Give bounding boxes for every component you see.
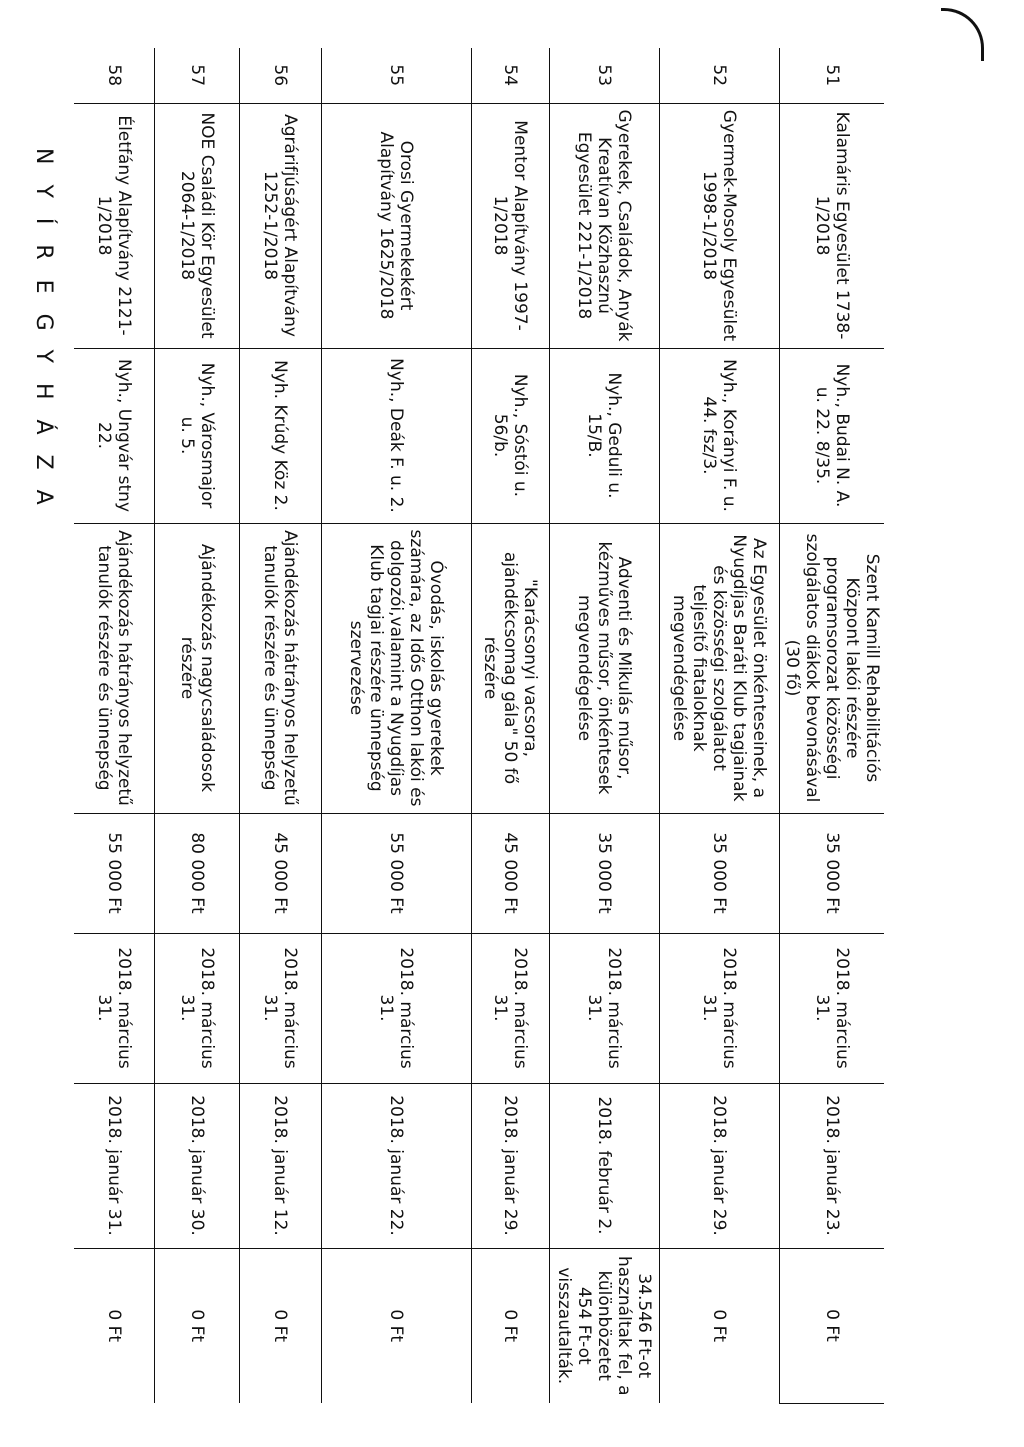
- row-number: 57: [155, 48, 240, 103]
- deadline-cell: 2018. március 31.: [75, 933, 155, 1083]
- deadline-cell: 2018. március 31.: [240, 933, 322, 1083]
- date-cell: 2018. január 29.: [660, 1083, 780, 1248]
- organization-cell: NOE Családi Kör Egyesület 2064-1/2018: [155, 103, 240, 348]
- description-cell: "Karácsonyi vacsora, ajándékcsomag gála" 50 fő részére: [472, 523, 550, 813]
- remainder-cell: 0 Ft: [660, 1248, 780, 1403]
- description-cell: Ajándékozás nagycsaládosok részére: [155, 523, 240, 813]
- grant-table: [75, 48, 885, 1404]
- description-cell: Adventi és Mikulás műsor, kézműves műsor, önkéntesek megvendégelése: [550, 523, 660, 813]
- deadline-cell: 2018. március 31.: [472, 933, 550, 1083]
- organization-cell: Agrárifjúságért Alapítvány 1252-1/2018: [240, 103, 322, 348]
- organization-cell: Gyermek-Mosoly Egyesület 1998-1/2018: [660, 103, 780, 348]
- address-cell: Nyh., Deák F. u. 2.: [322, 348, 472, 523]
- table-row: [550, 48, 660, 1403]
- deadline-cell: 2018. március 31.: [780, 933, 885, 1083]
- amount-cell: 55 000 Ft: [322, 813, 472, 933]
- remainder-cell: 34.546 Ft-ot használtak fel, a különbözetet 454 Ft-ot visszautalták.: [550, 1248, 660, 1403]
- organization-cell: Orosi Gyermekekért Alapítvány 1625/2018: [322, 103, 472, 348]
- date-cell: 2018. január 31.: [75, 1083, 155, 1248]
- organization-cell: Gyerekek, Családok, Anyák Kreatívan Közhasznú Egyesület 221-1/2018: [550, 103, 660, 348]
- deadline-cell: 2018. március 31.: [155, 933, 240, 1083]
- organization-cell: Kalamáris Egyesület 1738-1/2018: [780, 103, 885, 348]
- table-row: [240, 48, 322, 1403]
- deadline-cell: 2018. március 31.: [660, 933, 780, 1083]
- remainder-cell: 0 Ft: [155, 1248, 240, 1403]
- description-cell: Ajándékozás hátrányos helyzetű tanulók részére és ünnepség: [240, 523, 322, 813]
- description-cell: Óvodás, iskolás gyerekek számára, az Idős Otthon lakói és dolgozói,valamint a Nyugdíjas Klub tagjai részére ünnepség szervezése: [322, 523, 472, 813]
- remainder-cell: 0 Ft: [75, 1248, 155, 1403]
- remainder-cell: 0 Ft: [780, 1248, 885, 1403]
- amount-cell: 45 000 Ft: [472, 813, 550, 933]
- organization-cell: Életfány Alapítvány 2121-1/2018: [75, 103, 155, 348]
- organization-cell: Mentor Alapítvány 1997-1/2018: [472, 103, 550, 348]
- table-row: [75, 48, 155, 1403]
- amount-cell: 55 000 Ft: [75, 813, 155, 933]
- table-row: [322, 48, 472, 1403]
- amount-cell: 35 000 Ft: [780, 813, 885, 933]
- date-cell: 2018. január 29.: [472, 1083, 550, 1248]
- address-cell: Nyh., Korányi F. u. 44. fsz/3.: [660, 348, 780, 523]
- corner-mark: [941, 8, 984, 61]
- amount-cell: 35 000 Ft: [660, 813, 780, 933]
- address-cell: Nyh. Krúdy Köz 2.: [240, 348, 322, 523]
- row-number: 51: [780, 48, 885, 103]
- amount-cell: 80 000 Ft: [155, 813, 240, 933]
- amount-cell: 45 000 Ft: [240, 813, 322, 933]
- deadline-cell: 2018. március 31.: [550, 933, 660, 1083]
- address-cell: Nyh., Ungvár stny 22.: [75, 348, 155, 523]
- description-cell: Az Egyesület önkénteseinek, a Nyugdíjas Baráti Klub tagjainak és közösségi szolgálatot teljesítő fiataloknak megvendégelése: [660, 523, 780, 813]
- date-cell: 2018. január 30.: [155, 1083, 240, 1248]
- remainder-cell: 0 Ft: [322, 1248, 472, 1403]
- description-cell: Ajándékozás hátrányos helyzetű tanulók részére és ünnepség: [75, 523, 155, 813]
- deadline-cell: 2018. március 31.: [322, 933, 472, 1083]
- row-number: 53: [550, 48, 660, 103]
- date-cell: 2018. január 23.: [780, 1083, 885, 1248]
- date-cell: 2018. február 2.: [550, 1083, 660, 1248]
- table-row: [155, 48, 240, 1403]
- description-cell: Szent Kamill Rehabilitációs Központ lakói részére programsorozat közösségi szolgálatos diákok bevonásával (30 fő): [780, 523, 885, 813]
- table-row: [660, 48, 780, 1403]
- date-cell: 2018. január 22.: [322, 1083, 472, 1248]
- amount-cell: 35 000 Ft: [550, 813, 660, 933]
- remainder-cell: 0 Ft: [472, 1248, 550, 1403]
- date-cell: 2018. január 12.: [240, 1083, 322, 1248]
- table-row: [780, 48, 885, 1403]
- city-header: NYÍREGYHÁZA: [31, 148, 56, 525]
- row-number: 58: [75, 48, 155, 103]
- address-cell: Nyh., Budai N. A. u. 22. 8/35.: [780, 348, 885, 523]
- address-cell: Nyh., Városmajor u. 5.: [155, 348, 240, 523]
- address-cell: Nyh., Geduli u. 15/B.: [550, 348, 660, 523]
- row-number: 56: [240, 48, 322, 103]
- row-number: 52: [660, 48, 780, 103]
- table-row: [472, 48, 550, 1403]
- row-number: 55: [322, 48, 472, 103]
- remainder-cell: 0 Ft: [240, 1248, 322, 1403]
- address-cell: Nyh., Sóstói u. 56/b.: [472, 348, 550, 523]
- row-number: 54: [472, 48, 550, 103]
